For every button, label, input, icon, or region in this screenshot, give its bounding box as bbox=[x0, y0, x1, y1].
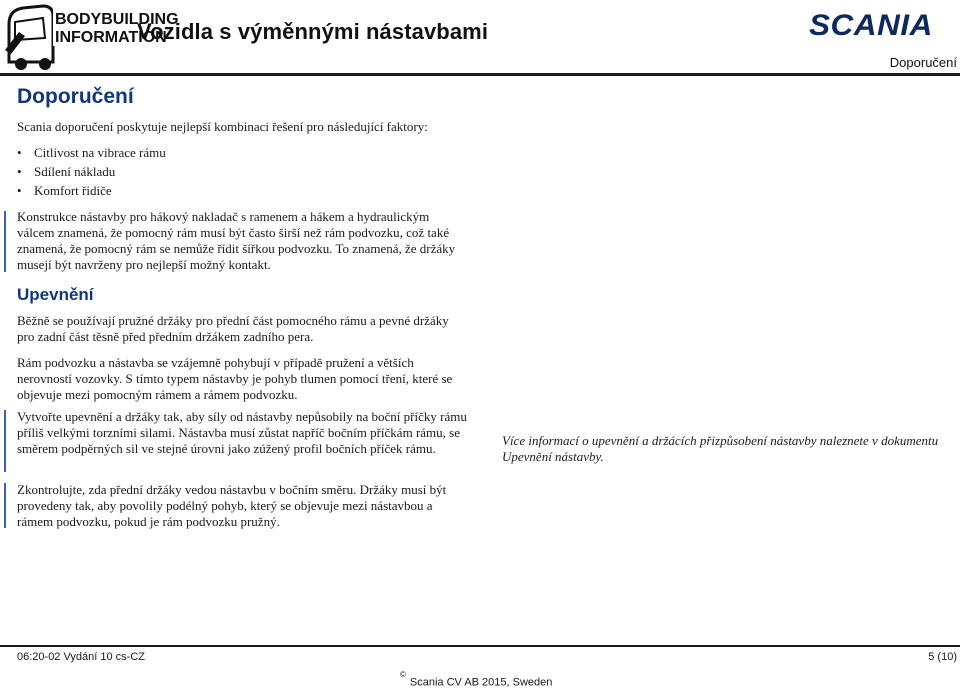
change-bar bbox=[4, 410, 6, 472]
section-label: Doporučení bbox=[889, 55, 957, 70]
bodybuilding-information-logo bbox=[3, 2, 179, 72]
logo-line-1: BODYBUILDING bbox=[55, 11, 179, 28]
document-id: 06:20-02 Vydání 10 cs-CZ bbox=[17, 651, 145, 663]
list-item: • Citlivost na vibrace rámu bbox=[17, 145, 166, 164]
intro-paragraph: Scania doporučení poskytuje nejlepší kombinaci řešení pro následující faktory: bbox=[17, 119, 428, 134]
header-divider bbox=[0, 73, 960, 76]
scania-logo: SCANIA bbox=[809, 9, 933, 42]
logo-line-2: INFORMATION bbox=[55, 29, 167, 46]
hook-paragraph: Konstrukce nástavby pro hákový nakladač s ramenem a hákem a hydraulickým válcem znamená, že pomocný rám musí být často širší než rám podvozku, což také znamená, že pomocný rám se nemůže řídit šířkou podvozku. To znamená, že držáky musejí být navrženy pro nejlepší možný kontakt. bbox=[17, 209, 456, 272]
check-paragraph: Zkontrolujte, zda přední držáky vedou nástavbu v bočním směru. Držáky musí být provedeny tak, aby povolily podélný pohyb, který se objevuje mezi nástavbou a rámem podvozku, pokud je rám podvozku pružný. bbox=[17, 482, 447, 529]
side-note: Více informací o upevnění a držácích přizpůsobení nástavby naleznete v dokumentu Upevnění nástavby. bbox=[502, 433, 939, 464]
subheading-fastening: Upevnění bbox=[17, 285, 94, 304]
design-paragraph: Vytvořte upevnění a držáky tak, aby síly od nástavby nepůsobily na boční příčky rámu příliš velkými torzními silami. Nástavba musí zůstat napříč bočním příčkám rámu, se směrem podpěrných sil ve stejné úrovni jako zúžený profil bočních příček rámu. bbox=[17, 409, 467, 456]
factor-list bbox=[17, 145, 166, 202]
list-item: • Sdílení nákladu bbox=[17, 164, 166, 183]
change-bar bbox=[4, 483, 6, 528]
footer-divider bbox=[0, 645, 960, 647]
frame-movement-paragraph: Rám podvozku a nástavba se vzájemně pohybují v případě pružení a větších nerovností vozovky. S tímto typem nástavby je pohyb tlumen pomocí tření, které se objevuje mezi pomocným rámem a rámem podvozku. bbox=[17, 355, 453, 402]
copyright-notice bbox=[400, 670, 553, 689]
page-number: 5 (10) bbox=[928, 651, 957, 663]
change-bar bbox=[4, 211, 6, 272]
copyright-symbol: © bbox=[400, 670, 406, 679]
page-heading: Doporučení bbox=[17, 85, 134, 108]
copyright-text: Scania CV AB 2015, Sweden bbox=[409, 676, 553, 689]
document-title: Vozidla s výměnnými nástavbami bbox=[137, 19, 489, 44]
brackets-paragraph: Běžně se používají pružné držáky pro přední část pomocného rámu a pevné držáky pro zadní část těsně před předním držákem zadního pera. bbox=[17, 313, 449, 344]
list-item: • Komfort řidiče bbox=[17, 183, 166, 202]
